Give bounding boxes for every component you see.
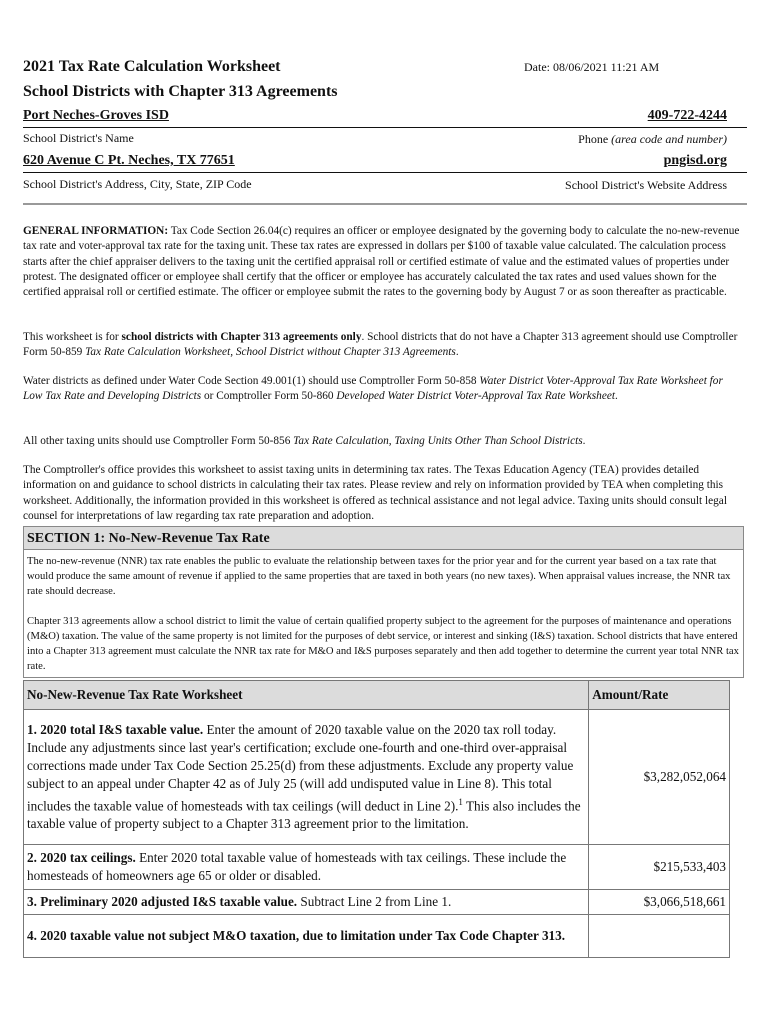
- other-form-856: Tax Rate Calculation, Taxing Units Other Than School Districts: [293, 435, 583, 447]
- other-text-a: All other taxing units should use Comptroller Form 50-856: [23, 435, 294, 447]
- line-3-text: Subtract Line 2 from Line 1.: [297, 894, 452, 909]
- header-rule-1: [23, 127, 747, 128]
- water-text-b: or Comptroller Form 50-860: [201, 390, 337, 403]
- water-form-860: Developed Water District Voter-Approval Tax Rate Worksheet: [336, 390, 615, 403]
- website-label: School District's Website Address: [565, 178, 727, 192]
- scope-text-a: This worksheet is for: [23, 331, 122, 343]
- section-1-nnr-paragraph: The no-new-revenue (NNR) tax rate enables the public to evaluate the relationship between taxes for the prior year and for the current year based on a tax rate that would produce the same amount of revenue if applied to the same properties that are taxed in both years (no new taxes). When appraisal values increase, the NNR tax rate should decrease.: [27, 556, 731, 597]
- line-1-description: [24, 710, 589, 845]
- water-text-c: .: [614, 390, 618, 403]
- line-4-title: 4. 2020 taxable value not subject M&O taxation, due to limitation under Tax Code Chapter 313.: [27, 928, 566, 943]
- table-row: [24, 890, 730, 915]
- line-3-amount: $3,066,518,661: [589, 890, 730, 915]
- general-information-heading: GENERAL INFORMATION:: [23, 225, 169, 237]
- scope-form-name: Tax Rate Calculation Worksheet, School District without Chapter 313 Agreements: [85, 346, 456, 359]
- general-information-text: Tax Code Section 26.04(c) requires an officer or employee designated by the governing body to calculate the no-new-revenue tax rate and voter-approval tax rate for the taxing unit. These tax rates are expressed in dollars per $100 of taxable value calculated. The calculation process starts after the chief appraiser delivers to the taxing unit the certified appraisal roll or certified estimate of value and the estimated values of properties under protest. The designated officer or employee shall certify that the officer or employee has accurately calculated the tax rates and used values shown for the certified appraisal roll or certified estimate. The officer or employee submit the rates to the governing body by August 7 or as soon thereafter as practicable.: [23, 225, 740, 299]
- section-1-box: [23, 550, 744, 678]
- line-2-text: Enter 2020 total taxable value of homesteads with tax ceilings. These include the homesteads of homeowners age 65 or older or disabled.: [27, 850, 567, 883]
- header-separator: [23, 203, 747, 205]
- water-form-858: Water District Voter-Approval Tax Rate Worksheet for Low Tax Rate and Developing Districts: [23, 375, 723, 403]
- district-name-label: School District's Name: [23, 131, 134, 145]
- line-3-title: 3. Preliminary 2020 adjusted I&S taxable value.: [27, 894, 298, 909]
- table-row: [24, 915, 730, 958]
- worksheet-subtitle: School Districts with Chapter 313 Agreements: [23, 83, 338, 100]
- table-row: [24, 845, 730, 890]
- line-3-description: [24, 890, 589, 915]
- address-label: School District's Address, City, State, ZIP Code: [23, 177, 252, 191]
- scope-bold: school districts with Chapter 313 agreements only: [121, 331, 362, 343]
- worksheet-title: 2021 Tax Rate Calculation Worksheet: [23, 58, 281, 75]
- nnr-worksheet-table: [23, 680, 730, 958]
- scope-text-c: .: [455, 346, 459, 359]
- other-taxing-units-paragraph: [23, 434, 741, 449]
- worksheet-date: Date: 08/06/2021 11:21 AM: [524, 60, 660, 74]
- water-text-a: Water districts as defined under Water Code Section 49.001(1) should use Comptroller Form 50-858: [23, 375, 480, 387]
- column-header-amount: Amount/Rate: [589, 681, 730, 710]
- address-value: 620 Avenue C Pt. Neches, TX 77651: [23, 153, 235, 168]
- line-2-description: [24, 845, 589, 890]
- phone-label: [578, 132, 727, 147]
- footnote-1-marker: 1: [458, 796, 463, 807]
- scope-text-b: . School districts that do not have a Chapter 313 agreement should use Comptroller Form 50-859: [23, 331, 738, 359]
- line-4-amount: [589, 915, 730, 958]
- comptroller-paragraph: The Comptroller's office provides this worksheet to assist taxing units in determining tax rates. The Texas Education Agency (TEA) provides detailed information on and guidance to school districts in calculating their tax rates. Please review and rely on information provided by TEA when completing this worksheet. Additionally, the information provided in this worksheet is offered as technical assistance and not legal advice. Taxing units should consult legal counsel for interpretations of law regarding tax rate preparation and adoption.: [23, 464, 727, 522]
- table-row: [24, 710, 730, 845]
- phone-value: 409-722-4244: [647, 108, 727, 123]
- column-header-description: No-New-Revenue Tax Rate Worksheet: [24, 681, 589, 710]
- phone-label-italic: (area code and number): [611, 132, 727, 146]
- section-1-chapter-313-paragraph: Chapter 313 agreements allow a school district to limit the value of certain qualified property subject to the agreement for the purposes of maintenance and operations (M&O) taxation. The value of the same property is not limited for the purposes of debt service, or interest and sinking (I&S) taxation. School districts that have entered into a Chapter 313 agreement must calculate the NNR tax rate for M&O and I&S purposes separately and then add together to determine the current year total NNR tax rate.: [27, 616, 739, 672]
- water-districts-paragraph: [23, 374, 741, 405]
- section-1-heading: SECTION 1: No-New-Revenue Tax Rate: [23, 526, 744, 550]
- line-2-title: 2. 2020 tax ceilings.: [27, 850, 136, 865]
- line-1-text: Enter the amount of 2020 taxable value on the 2020 tax roll today. Include any adjustments since last year's certification; exclude one-fourth and one-third over-appraisal corrections made under Tax Code Section 25.25(d) from these adjustments. Exclude any property value subject to an appeal under Chapter 42 as of July 25 (will add undisputed value in Line 8). This total includes the taxable value of homesteads with tax ceilings (will deduct in Line 2).: [27, 721, 574, 814]
- district-name-value: Port Neches-Groves ISD: [23, 108, 169, 123]
- website-value: pngisd.org: [663, 153, 727, 168]
- line-1-text-cont: This also includes the taxable value of property subject to a Chapter 313 agreement prior to the limitation.: [27, 798, 581, 832]
- line-1-title: 1. 2020 total I&S taxable value.: [27, 721, 204, 737]
- header-rule-2: [23, 172, 747, 173]
- line-2-amount: $215,533,403: [589, 845, 730, 890]
- worksheet-scope-paragraph: [23, 330, 741, 361]
- other-text-b: .: [582, 435, 586, 447]
- table-header-row: [24, 681, 730, 710]
- general-information-paragraph: [23, 224, 741, 300]
- phone-label-text: Phone: [578, 132, 609, 146]
- line-1-amount: $3,282,052,064: [589, 710, 730, 845]
- line-4-description: [24, 915, 589, 958]
